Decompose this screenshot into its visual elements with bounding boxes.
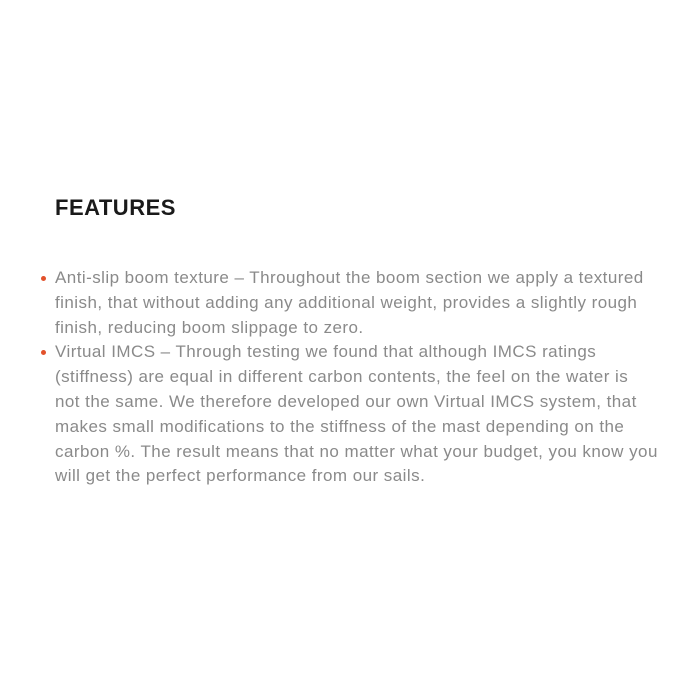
feature-line: will get the perfect performance from our sails. [55,466,426,486]
section-heading: FEATURES [55,195,176,220]
feature-line: carbon %. The result means that no matter what your budget, you know you [55,441,658,461]
feature-line: Anti-slip boom texture – Throughout the boom section we apply a textured [55,268,644,287]
bullet-icon [41,276,46,281]
feature-line: finish, reducing boom slippage to zero. [55,317,364,337]
feature-line: not the same. We therefore developed our own Virtual IMCS system, that [55,391,637,411]
feature-line: (stiffness) are equal in different carbon contents, the feel on the water is [55,367,629,387]
features-list [55,266,667,489]
feature-line: finish, that without adding any additional weight, provides a slightly rough [55,292,638,312]
feature-line: Virtual IMCS – Through testing we found that although IMCS ratings [55,342,597,362]
list-item [55,266,667,340]
bullet-icon [41,350,46,355]
feature-line: makes small modifications to the stiffness of the mast depending on the [55,416,625,436]
list-item [55,340,667,489]
